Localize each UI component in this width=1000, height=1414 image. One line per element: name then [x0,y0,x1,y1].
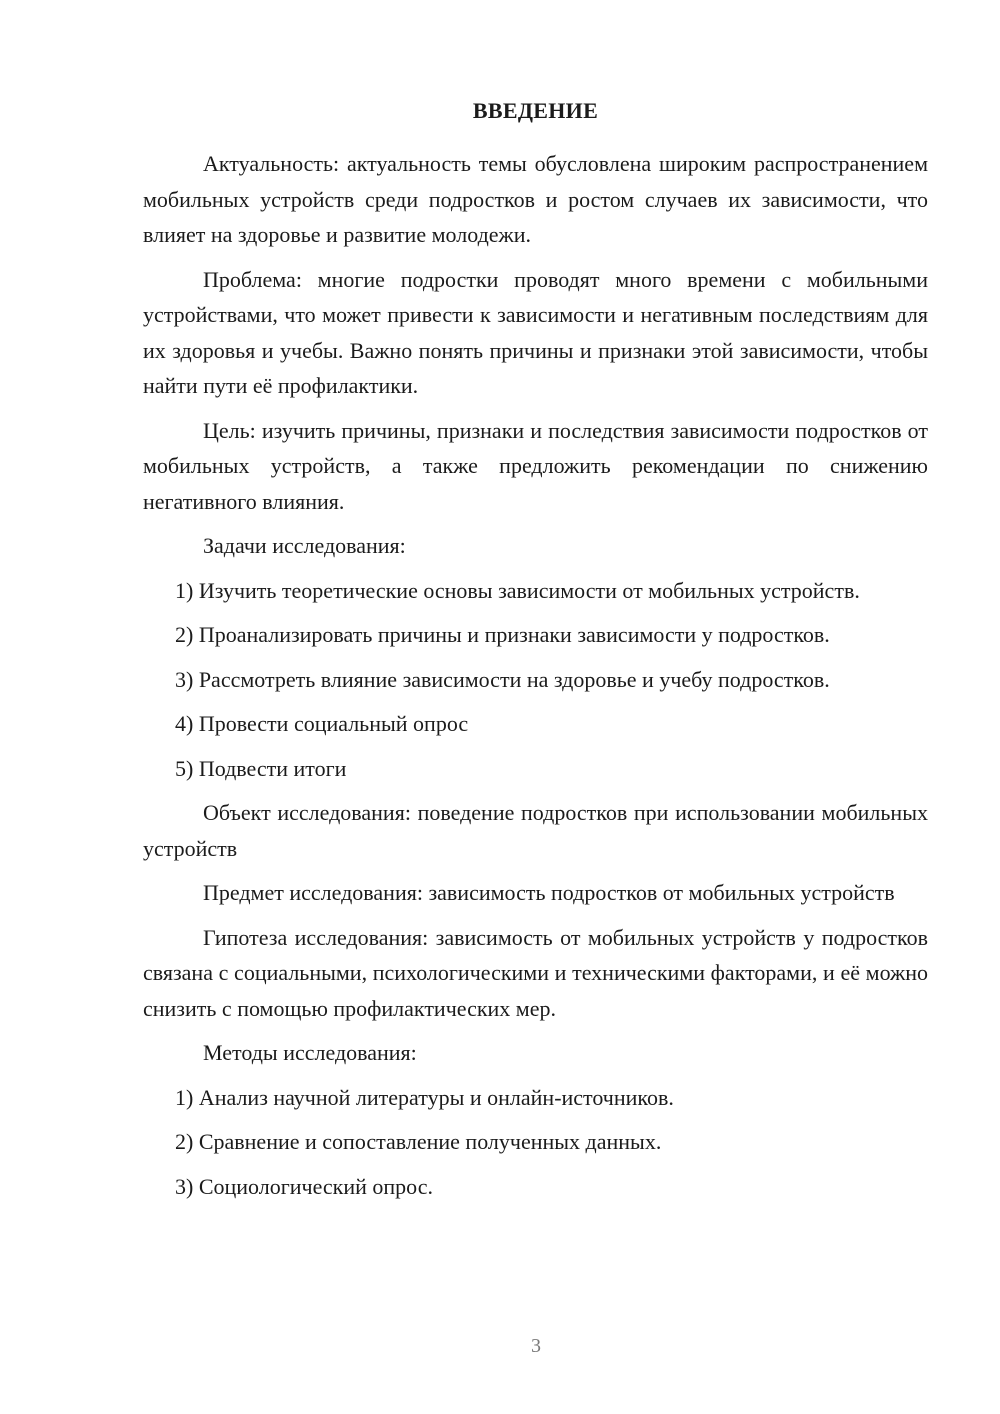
task-item-2: 2) Проанализировать причины и признаки зависимости у подростков. [175,622,830,647]
page-number: 3 [531,1335,541,1357]
section-title: ВВЕДЕНИЕ [472,98,599,123]
object-paragraph: Объект исследования: поведение подростков при использовании мобильных устройств [143,800,928,861]
methods-heading: Методы исследования: [203,1040,417,1065]
hypothesis-paragraph: Гипотеза исследования: зависимость от мобильных устройств у подростков связана с социальными, психологическими и техническими факторами, и её можно снизить с помощью профилактических мер. [143,924,928,1021]
task-item-3: 3) Рассмотреть влияние зависимости на здоровье и учебу подростков. [175,666,830,692]
method-item-2: 2) Сравнение и сопоставление полученных данных. [175,1129,662,1154]
task-item-1: 1) Изучить теоретические основы зависимости от мобильных устройств. [175,577,860,603]
task-item-4: 4) Провести социальный опрос [175,711,469,736]
document-body [143,96,928,1213]
goal-paragraph: Цель: изучить причины, признаки и последствия зависимости подростков от мобильных устройств, а также предложить рекомендации по снижению негативного влияния. [143,417,928,514]
problem-paragraph: Проблема: многие подростки проводят много времени с мобильными устройствами, что может привести к зависимости и негативным последствиям для их здоровья и учебы. Важно понять причины и признаки этой зависимости, чтобы найти пути её профилактики. [143,266,928,398]
method-item-3: 3) Социологический опрос. [175,1173,433,1199]
relevance-paragraph: Актуальность: актуальность темы обусловлена широким распространением мобильных устройств среди подростков и ростом случаев их зависимости, что влияет на здоровье и развитие молодежи. [143,151,928,247]
task-item-5: 5) Подвести итоги [175,755,347,781]
subject-paragraph: Предмет исследования: зависимость подростков от мобильных устройств [203,880,895,905]
method-item-1: 1) Анализ научной литературы и онлайн-источников. [175,1084,674,1110]
tasks-heading: Задачи исследования: [203,533,406,558]
